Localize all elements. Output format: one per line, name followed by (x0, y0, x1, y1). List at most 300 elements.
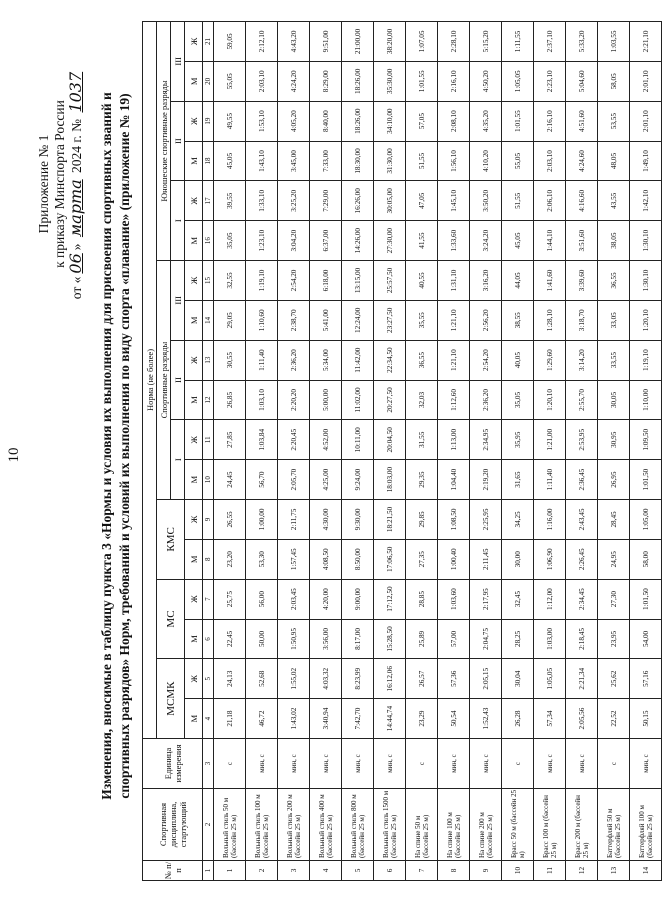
norm-value: 2:21,34 (566, 659, 598, 699)
table-row (374, 22, 406, 881)
norm-value: 22,45 (214, 619, 246, 659)
norm-value: 1:44,10 (534, 221, 566, 261)
norm-value: 23:27,50 (374, 300, 406, 340)
row-number: 13 (598, 861, 630, 881)
norm-value: 56,00 (246, 579, 278, 619)
norm-value: 1:55,02 (278, 659, 310, 699)
norm-value: 18:03,00 (374, 460, 406, 500)
norm-value: 23,29 (406, 699, 438, 739)
norm-value: 1:57,45 (278, 539, 310, 579)
norm-value: 2:38,70 (278, 300, 310, 340)
norm-value: 11:42,00 (342, 340, 374, 380)
header-female: Ж (185, 340, 203, 380)
norm-value: 1:28,10 (534, 300, 566, 340)
norm-value: 8:23,99 (342, 659, 374, 699)
column-number: 4 (203, 699, 214, 739)
unit-cell: мин, с (310, 739, 342, 789)
norm-value: 1:05,05 (502, 61, 534, 101)
norm-value: 45,05 (214, 141, 246, 181)
norm-value: 2:55,70 (566, 380, 598, 420)
table-row (342, 22, 374, 881)
norm-value: 1:56,10 (438, 141, 470, 181)
norm-value: 4:08,50 (310, 539, 342, 579)
norm-value: 50,15 (630, 699, 662, 739)
header-female: Ж (185, 420, 203, 460)
header-female: Ж (185, 659, 203, 699)
row-number: 3 (278, 861, 310, 881)
norm-value: 55,05 (214, 61, 246, 101)
norm-value: 2:12,10 (246, 22, 278, 62)
unit-cell: мин, с (534, 739, 566, 789)
column-number: 17 (203, 181, 214, 221)
norm-value: 1:05,05 (534, 659, 566, 699)
unit-cell: с (214, 739, 246, 789)
header-discipline: Спортивная дисциплина, стартующий (143, 789, 203, 861)
norm-value: 4:30,00 (310, 500, 342, 540)
norm-value: 22,52 (598, 699, 630, 739)
norm-value: 1:01,55 (502, 101, 534, 141)
column-number: 5 (203, 659, 214, 699)
norm-value: 39,55 (214, 181, 246, 221)
norm-value: 13:15,00 (342, 261, 374, 301)
row-number: 5 (342, 861, 374, 881)
discipline-cell: Вольный стиль 800 м (бассейн 25 м) (342, 789, 374, 861)
norm-value: 7:33,00 (310, 141, 342, 181)
unit-cell: мин, с (438, 739, 470, 789)
unit-cell: с (406, 739, 438, 789)
discipline-cell: Баттерфляй 100 м (бассейн 25 м) (630, 789, 662, 861)
norm-value: 18:26,00 (342, 61, 374, 101)
norm-value: 1:07,05 (406, 22, 438, 62)
header-female: Ж (185, 101, 203, 141)
header-female: Ж (185, 500, 203, 540)
norm-value: 57,05 (406, 101, 438, 141)
norm-value: 45,05 (502, 221, 534, 261)
row-number: 11 (534, 861, 566, 881)
norm-value: 1:20,10 (630, 300, 662, 340)
norm-value: 1:30,10 (630, 261, 662, 301)
norm-value: 2:20,45 (278, 420, 310, 460)
unit-cell: мин, с (342, 739, 374, 789)
norm-value: 1:45,10 (438, 181, 470, 221)
header-male: М (185, 141, 203, 181)
norm-value: 4:43,20 (278, 22, 310, 62)
column-number: 8 (203, 539, 214, 579)
table-row (310, 22, 342, 881)
norm-value: 36,55 (598, 261, 630, 301)
row-number: 6 (374, 861, 406, 881)
unit-cell: мин, с (246, 739, 278, 789)
norm-value: 57,00 (438, 619, 470, 659)
table-row (534, 22, 566, 881)
norm-value: 2:17,95 (470, 579, 502, 619)
norm-value: 23,95 (598, 619, 630, 659)
column-number: 21 (203, 22, 214, 62)
column-number: 7 (203, 579, 214, 619)
norm-value: 33,55 (598, 340, 630, 380)
norm-value: 2:01,10 (630, 101, 662, 141)
norm-value: 55,05 (502, 141, 534, 181)
norm-value: 2:36,20 (470, 380, 502, 420)
norm-value: 9:24,00 (342, 460, 374, 500)
norm-value: 57,16 (630, 659, 662, 699)
column-number: 15 (203, 261, 214, 301)
norm-value: 5:34,00 (310, 340, 342, 380)
norm-value: 2:28,10 (438, 22, 470, 62)
header-male: М (185, 61, 203, 101)
column-number: 19 (203, 101, 214, 141)
header-kms: КМС (157, 500, 185, 580)
norm-value: 1:10,60 (246, 300, 278, 340)
norm-value: 57,34 (534, 699, 566, 739)
norm-value: 41,55 (406, 221, 438, 261)
norm-value: 3:45,00 (278, 141, 310, 181)
norm-value: 34,25 (502, 500, 534, 540)
norm-value: 1:21,00 (534, 420, 566, 460)
unit-cell: мин, с (566, 739, 598, 789)
norm-value: 54,00 (630, 619, 662, 659)
norm-value: 48,05 (598, 141, 630, 181)
norm-value: 27,30 (598, 579, 630, 619)
column-number: 14 (203, 300, 214, 340)
norm-value: 4:52,00 (310, 420, 342, 460)
column-number: 13 (203, 340, 214, 380)
norm-value: 58,00 (630, 539, 662, 579)
column-number: 12 (203, 380, 214, 420)
norm-value: 49,55 (214, 101, 246, 141)
norm-value: 1:20,10 (534, 380, 566, 420)
norm-value: 3:04,20 (278, 221, 310, 261)
norm-value: 16:26,00 (342, 181, 374, 221)
norm-value: 1:13,00 (438, 420, 470, 460)
norm-value: 25:57,50 (374, 261, 406, 301)
discipline-cell: Вольный стиль 1500 м (бассейн 25 м) (374, 789, 406, 861)
norm-value: 1:11,40 (246, 340, 278, 380)
norm-value: 46,72 (246, 699, 278, 739)
norm-value: 4:24,20 (278, 61, 310, 101)
norm-value: 53,55 (598, 101, 630, 141)
unit-cell: мин, с (278, 739, 310, 789)
header-msmk: МСМК (157, 659, 185, 739)
row-number: 2 (246, 861, 278, 881)
norm-value: 4:25,00 (310, 460, 342, 500)
norm-value: 30:05,00 (374, 181, 406, 221)
norm-value: 2:53,95 (566, 420, 598, 460)
title-line: Изменения, вносимые в таблицу пункта 3 «Нормы и условия их выполнения для присвоения спортивных званий и (99, 92, 114, 800)
norm-value: 1:19,10 (630, 340, 662, 380)
table-row (566, 22, 598, 881)
norm-value: 1:50,95 (278, 619, 310, 659)
header-male: М (185, 539, 203, 579)
norm-value: 25,75 (214, 579, 246, 619)
document-title (98, 21, 134, 871)
norm-value: 1:03,55 (598, 22, 630, 62)
norm-value: 31:30,00 (374, 141, 406, 181)
norm-value: 1:10,00 (630, 380, 662, 420)
norm-value: 40,05 (502, 340, 534, 380)
norm-value: 1:01,50 (630, 579, 662, 619)
norm-value: 3:51,60 (566, 221, 598, 261)
norm-value: 1:04,40 (438, 460, 470, 500)
norm-value: 18:30,00 (342, 141, 374, 181)
norm-value: 52,68 (246, 659, 278, 699)
row-number: 7 (406, 861, 438, 881)
norm-value: 1:00,40 (438, 539, 470, 579)
column-number: 18 (203, 141, 214, 181)
norm-value: 5:15,20 (470, 22, 502, 62)
norm-value: 1:11,55 (502, 22, 534, 62)
norm-value: 1:11,40 (534, 460, 566, 500)
norm-value: 1:23,10 (246, 221, 278, 261)
table-row (246, 22, 278, 881)
norm-value: 1:53,10 (246, 101, 278, 141)
table-row (598, 22, 630, 881)
norm-value: 38,05 (598, 221, 630, 261)
norm-value: 35:30,00 (374, 61, 406, 101)
norm-value: 6:37,00 (310, 221, 342, 261)
norm-value: 47,05 (406, 181, 438, 221)
norm-value: 2:36,45 (566, 460, 598, 500)
norm-value: 1:12,00 (534, 579, 566, 619)
norm-value: 35,95 (502, 420, 534, 460)
header-female: Ж (185, 181, 203, 221)
norm-value: 1:00,00 (246, 500, 278, 540)
row-number: 8 (438, 861, 470, 881)
title-line: спортивных разрядов» Норм, требований и условий их выполнения по виду спорта «плавание» (приложение № 19) (117, 93, 132, 799)
norm-value: 50,00 (246, 619, 278, 659)
header-male: М (185, 460, 203, 500)
unit-cell: с (598, 739, 630, 789)
header-female: Ж (185, 261, 203, 301)
norm-value: 3:25,20 (278, 181, 310, 221)
table-row (438, 22, 470, 881)
norm-value: 8:40,00 (310, 101, 342, 141)
unit-cell: мин, с (470, 739, 502, 789)
discipline-cell: Брасс 50 м (бассейн 25 м) (502, 789, 534, 861)
norm-value: 1:16,00 (534, 500, 566, 540)
table-row (406, 22, 438, 881)
discipline-cell: На спине 50 м (бассейн 25 м) (406, 789, 438, 861)
norm-value: 2:11,45 (470, 539, 502, 579)
norm-value: 1:42,10 (630, 181, 662, 221)
norm-value: 2:05,56 (566, 699, 598, 739)
table-row (630, 22, 662, 881)
table-row (278, 22, 310, 881)
appendix-date: от «06» марта 2024 г. № 1037 (68, 44, 85, 324)
discipline-cell: Вольный стиль 200 м (бассейн 25 м) (278, 789, 310, 861)
norm-value: 4:24,60 (566, 141, 598, 181)
column-number: 10 (203, 460, 214, 500)
norm-value: 4:20,00 (310, 579, 342, 619)
norm-value: 2:34,95 (470, 420, 502, 460)
header-norm: Норма (не более) (143, 22, 157, 739)
norm-value: 20:27,50 (374, 380, 406, 420)
norm-value: 14:26,00 (342, 221, 374, 261)
norm-value: 11:02,00 (342, 380, 374, 420)
norm-value: 26,57 (406, 659, 438, 699)
norm-value: 27,35 (406, 539, 438, 579)
norm-value: 32,03 (406, 380, 438, 420)
norm-value: 34:10,00 (374, 101, 406, 141)
norm-value: 1:49,10 (630, 141, 662, 181)
norm-value: 7:29,00 (310, 181, 342, 221)
norm-value: 26,95 (598, 460, 630, 500)
norm-value: 2:23,10 (534, 61, 566, 101)
appendix-title: Приложение № 1 (36, 134, 51, 234)
column-number: 16 (203, 221, 214, 261)
header-male: М (185, 380, 203, 420)
norm-value: 38,55 (502, 300, 534, 340)
norms-table (142, 21, 662, 881)
norm-value: 33,05 (598, 300, 630, 340)
norm-value: 26,85 (214, 380, 246, 420)
header-male: М (185, 699, 203, 739)
norm-value: 1:19,10 (246, 261, 278, 301)
table-row (214, 22, 246, 881)
norm-value: 58,05 (598, 61, 630, 101)
norm-value: 20:04,50 (374, 420, 406, 460)
norm-value: 17:06,50 (374, 539, 406, 579)
norm-value: 17:12,50 (374, 579, 406, 619)
discipline-cell: На спине 200 м (бассейн 25 м) (470, 789, 502, 861)
norm-value: 2:43,45 (566, 500, 598, 540)
discipline-cell: Баттерфляй 50 м (бассейн 25 м) (598, 789, 630, 861)
norm-value: 3:24,20 (470, 221, 502, 261)
norm-value: 22:34,50 (374, 340, 406, 380)
norm-value: 5:04,60 (566, 61, 598, 101)
norm-value: 9:00,00 (342, 579, 374, 619)
header-rank-roman: III (171, 261, 185, 341)
norm-value: 38:20,00 (374, 22, 406, 62)
norm-value: 1:43,02 (278, 699, 310, 739)
norm-value: 36,55 (406, 340, 438, 380)
norm-value: 25,89 (406, 619, 438, 659)
norm-value: 2:16,10 (438, 61, 470, 101)
norm-value: 3:14,20 (566, 340, 598, 380)
norm-value: 26,55 (214, 500, 246, 540)
norm-value: 24,45 (214, 460, 246, 500)
norm-value: 53,30 (246, 539, 278, 579)
column-number: 6 (203, 619, 214, 659)
row-number: 1 (214, 861, 246, 881)
column-number: 9 (203, 500, 214, 540)
norm-value: 50,54 (438, 699, 470, 739)
norm-value: 7:42,70 (342, 699, 374, 739)
discipline-cell: Вольный стиль 100 м (бассейн 25 м) (246, 789, 278, 861)
norm-value: 2:34,45 (566, 579, 598, 619)
norm-value: 31,65 (502, 460, 534, 500)
row-number: 4 (310, 861, 342, 881)
norm-value: 2:26,45 (566, 539, 598, 579)
norm-value: 56,70 (246, 460, 278, 500)
header-male: М (185, 619, 203, 659)
norm-value: 3:56,00 (310, 619, 342, 659)
column-number: 1 (203, 861, 214, 881)
norm-value: 2:20,20 (278, 380, 310, 420)
norm-value: 1:01,55 (406, 61, 438, 101)
norm-value: 24,13 (214, 659, 246, 699)
header-unit: Единица измерения (143, 739, 203, 789)
norm-value: 35,05 (502, 380, 534, 420)
norm-value: 32,45 (502, 579, 534, 619)
norm-value: 18:26,00 (342, 101, 374, 141)
norm-value: 32,55 (214, 261, 246, 301)
handwritten-month: марта (66, 179, 85, 238)
norm-value: 1:09,50 (630, 420, 662, 460)
norm-value: 51,55 (502, 181, 534, 221)
appendix-header (36, 44, 85, 324)
unit-cell: мин, с (374, 739, 406, 789)
norm-value: 2:56,20 (470, 300, 502, 340)
norm-value: 5:00,00 (310, 380, 342, 420)
handwritten-day: 06 (66, 253, 85, 274)
norm-value: 1:33,10 (246, 181, 278, 221)
norm-value: 3:16,20 (470, 261, 502, 301)
norm-value: 4:10,20 (470, 141, 502, 181)
norm-value: 28,25 (502, 619, 534, 659)
norm-value: 2:05,15 (470, 659, 502, 699)
norm-value: 1:31,10 (438, 261, 470, 301)
column-number: 3 (203, 739, 214, 789)
norm-value: 9:30,00 (342, 500, 374, 540)
header-female: Ж (185, 22, 203, 62)
norm-value: 4:51,60 (566, 101, 598, 141)
norm-value: 2:01,10 (630, 61, 662, 101)
discipline-cell: На спине 100 м (бассейн 25 м) (438, 789, 470, 861)
norm-value: 3:40,94 (310, 699, 342, 739)
norm-value: 6:18,00 (310, 261, 342, 301)
norm-value: 1:12,60 (438, 380, 470, 420)
norm-value: 5:33,20 (566, 22, 598, 62)
norm-value: 1:43,10 (246, 141, 278, 181)
norm-value: 1:03,84 (246, 420, 278, 460)
discipline-cell: Вольный стиль 50 м (бассейн 25 м) (214, 789, 246, 861)
norm-value: 1:21,10 (438, 340, 470, 380)
row-number: 9 (470, 861, 502, 881)
norm-value: 28,45 (598, 500, 630, 540)
norm-value: 31,55 (406, 420, 438, 460)
norm-value: 29,35 (406, 460, 438, 500)
norm-value: 2:18,45 (566, 619, 598, 659)
unit-cell: с (502, 739, 534, 789)
discipline-cell: Вольный стиль 400 м (бассейн 25 м) (310, 789, 342, 861)
column-number: 2 (203, 789, 214, 861)
row-number: 14 (630, 861, 662, 881)
norm-value: 8:50,00 (342, 539, 374, 579)
norm-value: 30,04 (502, 659, 534, 699)
norm-value: 2:21,10 (630, 22, 662, 62)
header-sport-ranks: Спортивные разряды (157, 261, 171, 500)
norm-value: 1:06,90 (534, 539, 566, 579)
column-number: 11 (203, 420, 214, 460)
header-rank-roman: I (171, 420, 185, 500)
norm-value: 2:54,20 (278, 261, 310, 301)
norm-value: 18:21,50 (374, 500, 406, 540)
norm-value: 3:50,20 (470, 181, 502, 221)
header-ms: МС (157, 579, 185, 659)
discipline-cell: Брасс 200 м (бассейн 25 м) (566, 789, 598, 861)
norm-value: 2:03,10 (246, 61, 278, 101)
norm-value: 8:29,00 (310, 61, 342, 101)
norm-value: 5:41,00 (310, 300, 342, 340)
norm-value: 1:30,10 (630, 221, 662, 261)
norm-value: 59,05 (214, 22, 246, 62)
norm-value: 3:18,70 (566, 300, 598, 340)
norm-value: 2:54,20 (470, 340, 502, 380)
norm-value: 51,55 (406, 141, 438, 181)
norm-value: 16:12,06 (374, 659, 406, 699)
header-male: М (185, 221, 203, 261)
